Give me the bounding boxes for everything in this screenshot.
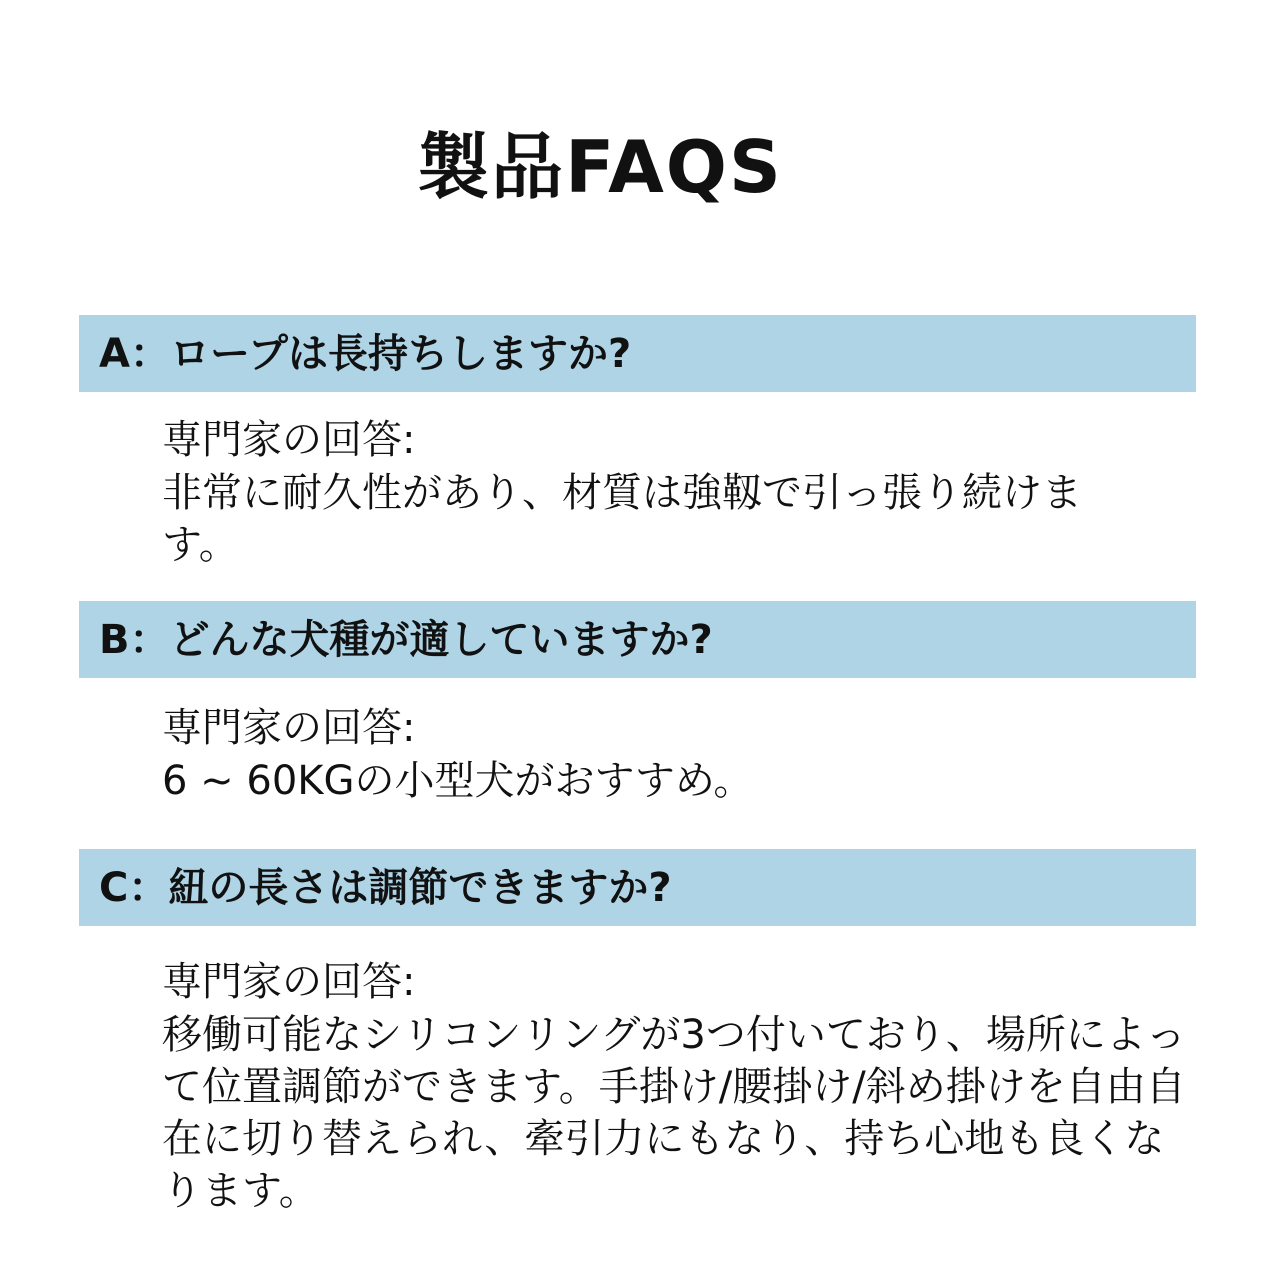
faq-answer-b-body: 6 ~ 60KGの小型犬がおすすめ。: [162, 758, 754, 804]
faq-answer-b-heading: 専門家の回答:: [162, 705, 416, 751]
faq-answer-a: [162, 414, 1192, 571]
faq-question-a-text: A：ロープは長持ちしますか?: [99, 330, 632, 377]
faq-answer-c: [162, 956, 1192, 1217]
faq-question-b: [79, 601, 1196, 678]
faq-question-a: [79, 315, 1196, 392]
faq-question-c: [79, 849, 1196, 926]
faq-answer-c-heading: 専門家の回答:: [162, 959, 416, 1005]
page-title: 製品FAQS: [417, 125, 783, 209]
faq-answer-c-body: 移働可能なシリコンリングが3つ付いており、場所によって位置調節ができます。手掛け/腰掛け/斜め掛けを自由自在に切り替えられ、牽引力にもなり、持ち心地も良くなります。: [162, 1012, 1186, 1214]
faq-answer-b: [162, 702, 1192, 807]
faq-question-c-text: C：紐の長さは調節できますか?: [99, 864, 672, 911]
faq-answer-a-body: 非常に耐久性があり、材質は強靱で引っ張り続けます。: [162, 470, 1082, 568]
faq-answer-a-heading: 専門家の回答:: [162, 417, 416, 463]
faq-question-b-text: B：どんな犬種が適していますか?: [99, 616, 713, 663]
